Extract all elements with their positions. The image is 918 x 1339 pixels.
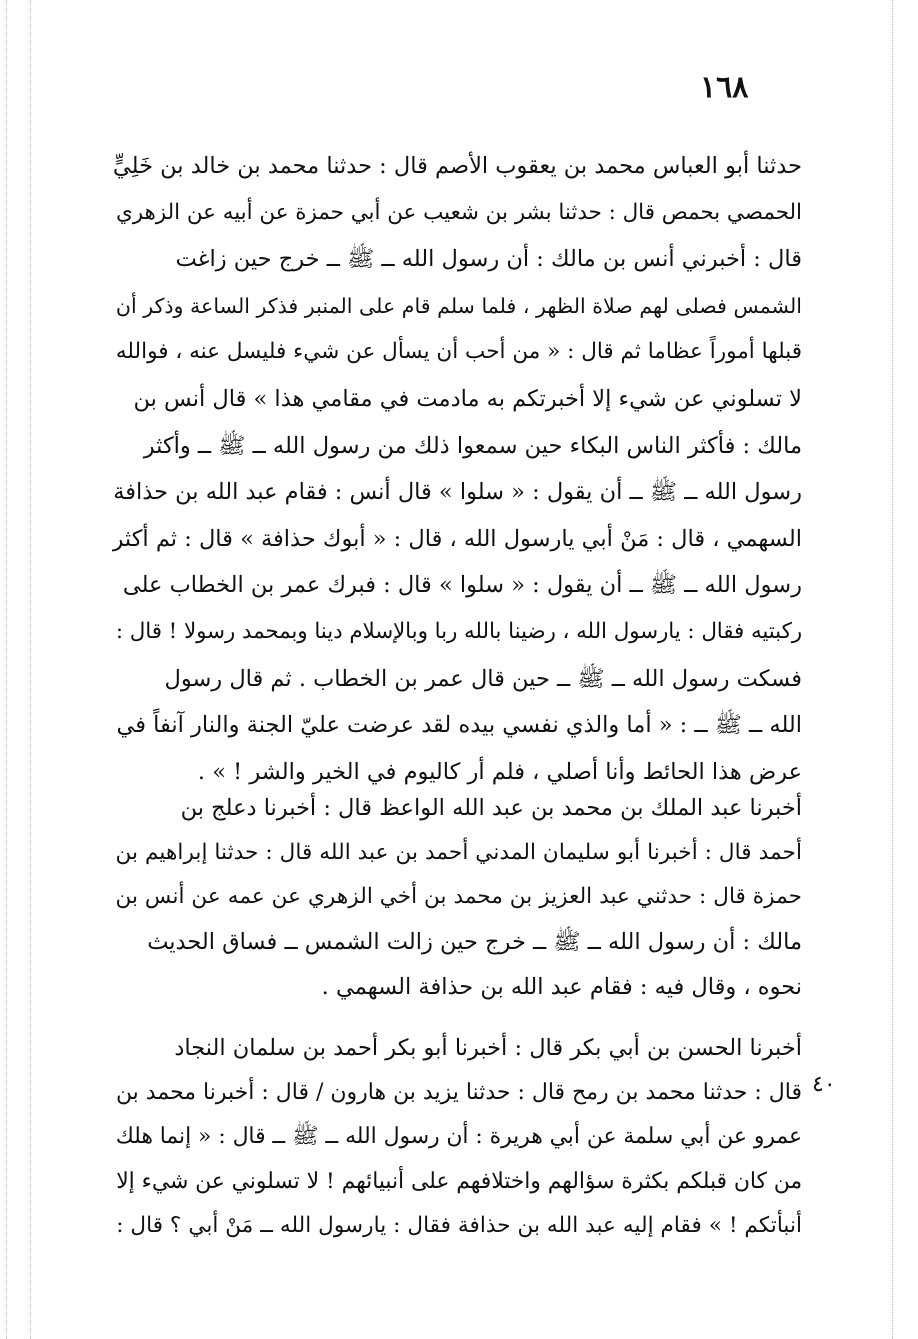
text-line: عمرو عن أبي سلمة عن أبي هريرة : أن رسول الله ــ ﷺ ــ قال : « إنما هلك — [115, 1124, 802, 1150]
paragraph-2 — [112, 786, 802, 1010]
text-line: رسول الله ــ ﷺ ــ أن يقول : « سلوا » قال : فبرك عمر بن الخطاب على — [122, 572, 802, 599]
text-line: الشمس فصلى لهم صلاة الظهر ، فلما سلم قام على المنبر فذكر الساعة وذكر أن — [115, 293, 802, 318]
text-line: قبلها أموراً عظاما ثم قال : « من أحب أن يسأل عن شيء فليسل عنه ، فوالله — [115, 339, 802, 365]
text-line: مالك : فأكثر الناس البكاء حين سمعوا ذلك من رسول الله ــ ﷺ ــ وأكثر — [143, 432, 802, 459]
text-line: فسكت رسول الله ــ ﷺ ــ حين قال عمر بن الخطاب . ثم قال رسول — [164, 665, 802, 692]
margin-dots-right — [892, 0, 893, 1339]
text-line: مالك : أن رسول الله ــ ﷺ ــ خرج حين زالت الشمس ــ فساق الحديث — [147, 929, 802, 956]
text-line: قال : حدثنا محمد بن رمح قال : حدثنا يزيد بن هارون / قال : أخبرنا محمد بن — [115, 1079, 802, 1105]
text-line: أخبرنا الحسن بن أبي بكر قال : أخبرنا أبو بكر أحمد بن سلمان النجاد — [174, 1035, 802, 1061]
text-line: قال : أخبرني أنس بن مالك : أن رسول الله ــ ﷺ ــ خرج حين زاغت — [175, 246, 802, 273]
text-line: ركبتيه فقال : يارسول الله ، رضينا بالله ربا وبالإسلام دينا وبمحمد رسولا ! قال : — [115, 618, 802, 644]
text-line: حدثنا أبو العباس محمد بن يعقوب الأصم قال : حدثنا محمد بن خالد بن خَلِيٍّ — [112, 153, 802, 179]
page-number: ١٦٨ — [700, 70, 749, 105]
text-line: عرض هذا الحائط وأنا أصلي ، فلم أر كاليوم في الخير والشر ! » . — [197, 758, 802, 785]
text-line: الله ــ ﷺ ــ : « أما والذي نفسي بيده لقد عرضت عليّ الجنة والنار آنفاً في — [116, 712, 802, 739]
text-line: أحمد قال : أخبرنا أبو سليمان المدني أحمد بن عبد الله قال : حدثنا إبراهيم بن — [115, 839, 802, 865]
text-line: السهمي ، قال : مَنْ أبي يارسول الله ، قال : « أبوك حذافة » قال : ثم أكثر — [112, 525, 802, 552]
margin-dots-left-inner — [30, 0, 31, 1339]
margin-marker: ٤٠ — [812, 1072, 836, 1097]
paragraph-1 — [112, 143, 802, 795]
text-line: الحمصي بحمص قال : حدثنا بشر بن شعيب عن أبي حمزة عن أبيه عن الزهري — [115, 199, 802, 225]
paragraph-3 — [112, 1026, 802, 1249]
text-line: لا تسلوني عن شيء إلا أخبرتكم به مادمت في مقامي هذا » قال أنس بن — [133, 385, 802, 412]
text-line: نحوه ، وقال فيه : فقام عبد الله بن حذافة السهمي . — [321, 973, 802, 1000]
margin-dots-left — [6, 0, 7, 1339]
text-line: أنبأتكم ! » فقام إليه عبد الله بن حذافة فقال : يارسول الله ــ مَنْ أبي ؟ قال : — [116, 1213, 802, 1239]
text-line: أخبرنا عبد الملك بن محمد بن عبد الله الواعظ قال : أخبرنا دعلج بن — [180, 795, 802, 821]
text-line: من كان قبلكم بكثرة سؤالهم واختلافهم على أنبيائهم ! لا تسلوني عن شيء إلا — [116, 1168, 802, 1194]
text-line: رسول الله ــ ﷺ ــ أن يقول : « سلوا » قال أنس : فقام عبد الله بن حذافة — [113, 479, 802, 506]
text-line: حمزة قال : حدثني عبد العزيز بن محمد بن أخي الزهري عن عمه عن أنس بن — [115, 884, 802, 910]
